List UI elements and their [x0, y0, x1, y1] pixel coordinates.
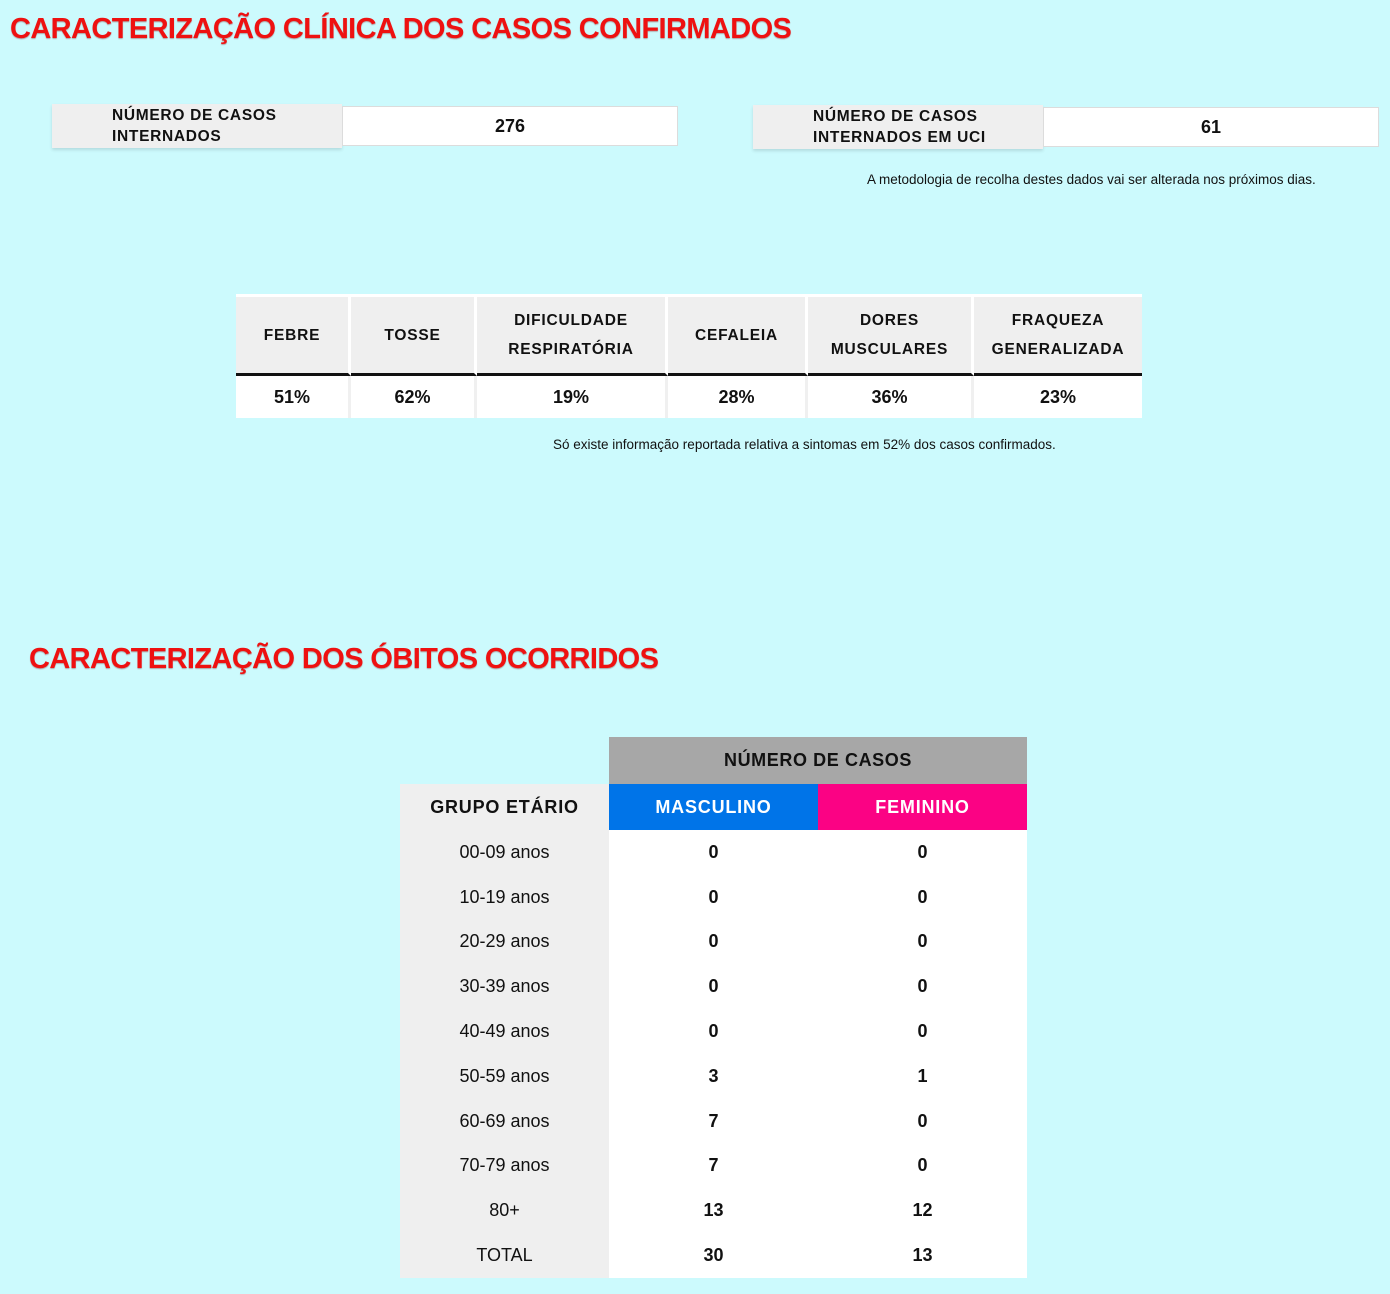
table-row: [400, 1144, 1027, 1189]
symptom-header: DORES MUSCULARES: [808, 294, 974, 376]
symptom-value: 23%: [974, 376, 1142, 418]
age-group-cell: 30-39 anos: [400, 964, 609, 1009]
symptom-value: 51%: [236, 376, 351, 418]
total-label-cell: TOTAL: [400, 1233, 609, 1278]
clinical-section-title: CARACTERIZAÇÃO CLÍNICA DOS CASOS CONFIRMADOS: [10, 13, 792, 45]
methodology-note: A metodologia de recolha destes dados vai ser alterada nos próximos dias.: [867, 172, 1316, 187]
symptom-header: FRAQUEZA GENERALIZADA: [974, 294, 1142, 376]
symptoms-note: Só existe informação reportada relativa a sintomas em 52% dos casos confirmados.: [553, 437, 1056, 452]
table-row: [400, 830, 1027, 875]
female-count-cell: 0: [818, 1009, 1027, 1054]
symptom-value: 19%: [477, 376, 668, 418]
table-row: [400, 920, 1027, 965]
age-group-cell: 10-19 anos: [400, 875, 609, 920]
empty-corner-cell: [400, 737, 609, 784]
age-group-cell: 50-59 anos: [400, 1054, 609, 1099]
female-header: FEMININO: [818, 784, 1027, 830]
symptom-header: FEBRE: [236, 294, 351, 376]
female-count-cell: 0: [818, 1099, 1027, 1144]
age-group-cell: 40-49 anos: [400, 1009, 609, 1054]
age-group-cell: 60-69 anos: [400, 1099, 609, 1144]
table-row: [400, 964, 1027, 1009]
symptom-value: 28%: [668, 376, 808, 418]
deaths-column-header-row: [400, 784, 1027, 830]
icu-value: 61: [1043, 107, 1379, 147]
table-row: [400, 875, 1027, 920]
male-count-cell: 0: [609, 920, 818, 965]
female-count-cell: 0: [818, 920, 1027, 965]
symptom-value: 36%: [808, 376, 974, 418]
female-count-cell: 0: [818, 875, 1027, 920]
table-row: [400, 1054, 1027, 1099]
age-group-header: GRUPO ETÁRIO: [400, 784, 609, 830]
hospitalized-value: 276: [342, 106, 678, 146]
symptoms-header-row: [236, 294, 1142, 376]
table-row: [400, 1009, 1027, 1054]
female-count-cell: 0: [818, 830, 1027, 875]
male-count-cell: 0: [609, 875, 818, 920]
cases-group-header: NÚMERO DE CASOS: [609, 737, 1027, 784]
icu-label: NÚMERO DE CASOS INTERNADOS EM UCI: [753, 105, 1043, 149]
male-count-cell: 0: [609, 964, 818, 1009]
age-group-cell: 20-29 anos: [400, 920, 609, 965]
female-count-cell: 0: [818, 964, 1027, 1009]
male-count-cell: 7: [609, 1144, 818, 1189]
icu-stat: [753, 105, 1379, 149]
symptoms-table: [236, 294, 1142, 418]
male-count-cell: 7: [609, 1099, 818, 1144]
table-row: [400, 1099, 1027, 1144]
age-group-cell: 80+: [400, 1188, 609, 1233]
age-group-cell: 00-09 anos: [400, 830, 609, 875]
table-row: [400, 1188, 1027, 1233]
symptoms-value-row: [236, 376, 1142, 418]
male-total-cell: 30: [609, 1233, 818, 1278]
symptom-header: CEFALEIA: [668, 294, 808, 376]
symptom-header: DIFICULDADE RESPIRATÓRIA: [477, 294, 668, 376]
deaths-group-header-row: [400, 737, 1027, 784]
male-count-cell: 0: [609, 830, 818, 875]
symptom-header: TOSSE: [351, 294, 477, 376]
male-count-cell: 13: [609, 1188, 818, 1233]
female-count-cell: 0: [818, 1144, 1027, 1189]
male-count-cell: 3: [609, 1054, 818, 1099]
deaths-section-title: CARACTERIZAÇÃO DOS ÓBITOS OCORRIDOS: [29, 643, 659, 675]
male-count-cell: 0: [609, 1009, 818, 1054]
symptom-value: 62%: [351, 376, 477, 418]
deaths-table: [400, 737, 1027, 1278]
female-total-cell: 13: [818, 1233, 1027, 1278]
age-group-cell: 70-79 anos: [400, 1144, 609, 1189]
hospitalized-stat: [52, 104, 678, 148]
female-count-cell: 12: [818, 1188, 1027, 1233]
total-row: [400, 1233, 1027, 1278]
female-count-cell: 1: [818, 1054, 1027, 1099]
hospitalized-label: NÚMERO DE CASOS INTERNADOS: [52, 104, 342, 148]
male-header: MASCULINO: [609, 784, 818, 830]
